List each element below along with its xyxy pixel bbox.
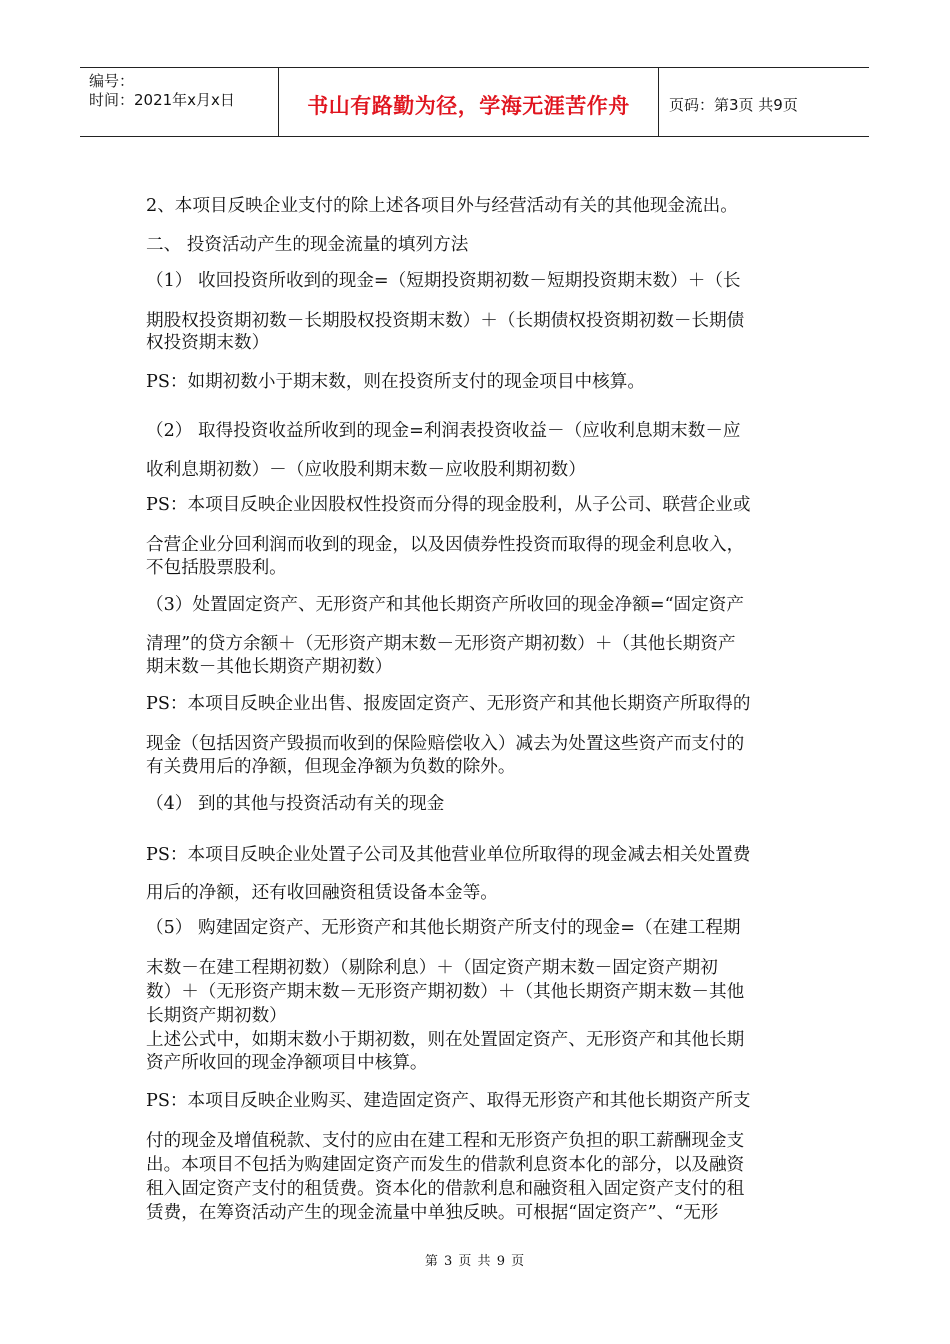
text-line: 长期资产期初数） <box>146 1006 287 1026</box>
text-line: 上述公式中，如期末数小于期初数，则在处置固定资产、无形资产和其他长期 <box>146 1030 745 1050</box>
text-line: 期股权投资期初数－长期股权投资期末数）＋（长期债权投资期初数－长期债 <box>146 311 745 331</box>
text-line: 期末数－其他长期资产期初数） <box>146 657 393 677</box>
text-line: 末数－在建工程期初数）（剔除利息）＋（固定资产期末数－固定资产期初 <box>146 958 718 978</box>
section-heading: 二、 投资活动产生的现金流量的填列方法 <box>146 235 469 255</box>
text-line: 出。本项目不包括为购建固定资产而发生的借款利息资本化的部分，以及融资 <box>146 1155 745 1175</box>
text-line: 合营企业分回利润而收到的现金，以及因债券性投资而取得的现金利息收入， <box>146 535 745 555</box>
text-line: 清理”的贷方余额＋（无形资产期末数－无形资产期初数）＋（其他长期资产 <box>146 634 736 654</box>
text-line: （1） 收回投资所收到的现金=（短期投资期初数－短期投资期末数）＋（长 <box>146 271 741 291</box>
text-line: 资产所收回的现金净额项目中核算。 <box>146 1053 428 1073</box>
header-meta <box>80 68 279 136</box>
document-date-label: 时间：2021年x月x日 <box>89 91 235 109</box>
text-line: 收利息期初数）－（应收股利期末数－应收股利期初数） <box>146 460 586 480</box>
text-line: 付的现金及增值税款、支付的应由在建工程和无形资产负担的职工薪酬现金支 <box>146 1131 745 1151</box>
text-line: （5） 购建固定资产、无形资产和其他长期资产所支付的现金=（在建工程期 <box>146 918 741 938</box>
header-page-number: 页码：第3页 共9页 <box>669 96 798 114</box>
text-line: PS：本项目反映企业处置子公司及其他营业单位所取得的现金减去相关处置费 <box>146 845 751 865</box>
header-motto: 书山有路勤为径，学海无涯苦作舟 <box>307 94 630 118</box>
text-line: 现金（包括因资产毁损而收到的保险赔偿收入）减去为处置这些资产而支付的 <box>146 734 745 754</box>
text-line: 用后的净额，还有收回融资租赁设备本金等。 <box>146 883 498 903</box>
page-header <box>80 67 869 137</box>
text-line: PS：本项目反映企业购买、建造固定资产、取得无形资产和其他长期资产所支 <box>146 1091 751 1111</box>
document-number-label: 编号： <box>89 72 135 90</box>
text-line: 数）＋（无形资产期末数－无形资产期初数）＋（其他长期资产期末数－其他 <box>146 982 745 1002</box>
text-line: PS：如期初数小于期末数，则在投资所支付的现金项目中核算。 <box>146 372 645 392</box>
header-page-cell <box>659 68 869 136</box>
text-line: 2、本项目反映企业支付的除上述各项目外与经营活动有关的其他现金流出。 <box>146 196 738 216</box>
text-line: PS：本项目反映企业出售、报废固定资产、无形资产和其他长期资产所取得的 <box>146 694 751 714</box>
text-line: 有关费用后的净额，但现金净额为负数的除外。 <box>146 757 516 777</box>
page-footer: 第 3 页 共 9 页 <box>424 1254 526 1269</box>
header-motto-cell <box>279 68 659 136</box>
text-line: （4） 到的其他与投资活动有关的现金 <box>146 794 445 814</box>
text-line: 租入固定资产支付的租赁费。资本化的借款利息和融资租入固定资产支付的租 <box>146 1179 745 1199</box>
text-line: 权投资期末数） <box>146 333 270 353</box>
text-line: （2） 取得投资收益所收到的现金=利润表投资收益－（应收利息期末数－应 <box>146 421 741 441</box>
text-line: PS：本项目反映企业因股权性投资而分得的现金股利，从子公司、联营企业或 <box>146 495 751 515</box>
text-line: 赁费，在筹资活动产生的现金流量中单独反映。可根据“固定资产”、“无形 <box>146 1203 719 1223</box>
text-line: （3）处置固定资产、无形资产和其他长期资产所收回的现金净额=“固定资产 <box>146 595 744 615</box>
text-line: 不包括股票股利。 <box>146 558 287 578</box>
